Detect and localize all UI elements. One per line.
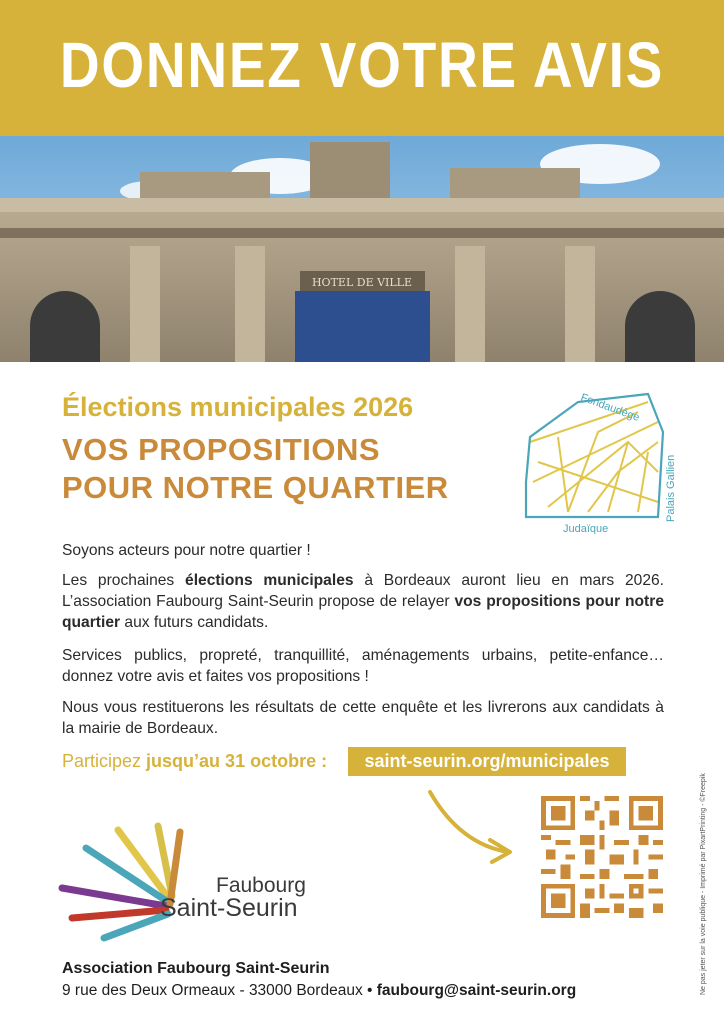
logo-text-saint-seurin: Saint-Seurin — [160, 894, 298, 922]
p2-text-3: aux futurs candidats. — [120, 614, 269, 631]
city-hall-illustration — [0, 136, 724, 362]
separator-bullet: • — [367, 982, 373, 999]
cta-text — [62, 751, 327, 772]
city-hall-photo — [0, 136, 724, 362]
p2-bold-elections: élections municipales — [185, 572, 354, 589]
contact-line — [62, 982, 576, 1000]
header-banner — [0, 0, 724, 136]
p2-bold-proposals: vos propositions pour notre quartier — [62, 593, 664, 631]
postal-address: 9 rue des Deux Ormeaux - 33000 Bordeaux — [62, 982, 363, 999]
map-label-fondaudege: Fondaudège — [578, 391, 642, 424]
results-paragraph: Nous vous restituerons les résultats de cette enquête et les livrerons aux candidats à la mairie de Bordeaux. — [62, 699, 664, 737]
print-credit-note: Ne pas jeter sur la voie publique - Imprimé par PixartPrinting - ©Freepik — [700, 773, 707, 995]
elections-paragraph — [62, 570, 664, 633]
association-name: Association Faubourg Saint-Seurin — [62, 960, 330, 977]
logo-text-faubourg: Faubourg — [216, 874, 306, 897]
cta-prefix: Participez — [62, 751, 147, 771]
p2-text: Les prochaines — [62, 572, 186, 589]
faubourg-logo-icon — [58, 822, 188, 942]
map-label-judaique: Judaïque — [563, 523, 609, 534]
qr-code-icon[interactable] — [541, 796, 663, 918]
proposals-heading-line1: VOS PROPOSITIONS — [62, 432, 381, 467]
map-label-palais-gallien: Palais Gallien — [665, 454, 677, 522]
page-title: DONNEZ VOTRE AVIS — [59, 29, 665, 101]
elections-heading: Élections municipales 2026 — [62, 392, 414, 422]
neighborhood-map — [508, 382, 708, 534]
intro-paragraph: Soyons acteurs pour notre quartier ! — [62, 542, 311, 559]
cta-deadline: jusqu’au 31 octobre : — [146, 751, 328, 771]
proposals-heading-line2: POUR NOTRE QUARTIER — [62, 470, 449, 505]
p2-text-2: à Bordeaux auront lieu en mars 2026. L’association Faubourg Saint-Seurin propose de relayer — [62, 572, 665, 610]
email-link[interactable]: faubourg@saint-seurin.org — [376, 982, 577, 999]
survey-url-link[interactable]: saint-seurin.org/municipales — [348, 747, 626, 776]
city-hall-sign: HOTEL DE VILLE — [311, 276, 413, 289]
topics-paragraph: Services publics, propreté, tranquillité, aménagements urbains, petite-enfance… donnez votre avis et faites vos propositions ! — [62, 647, 664, 685]
arrow-icon — [420, 784, 520, 864]
